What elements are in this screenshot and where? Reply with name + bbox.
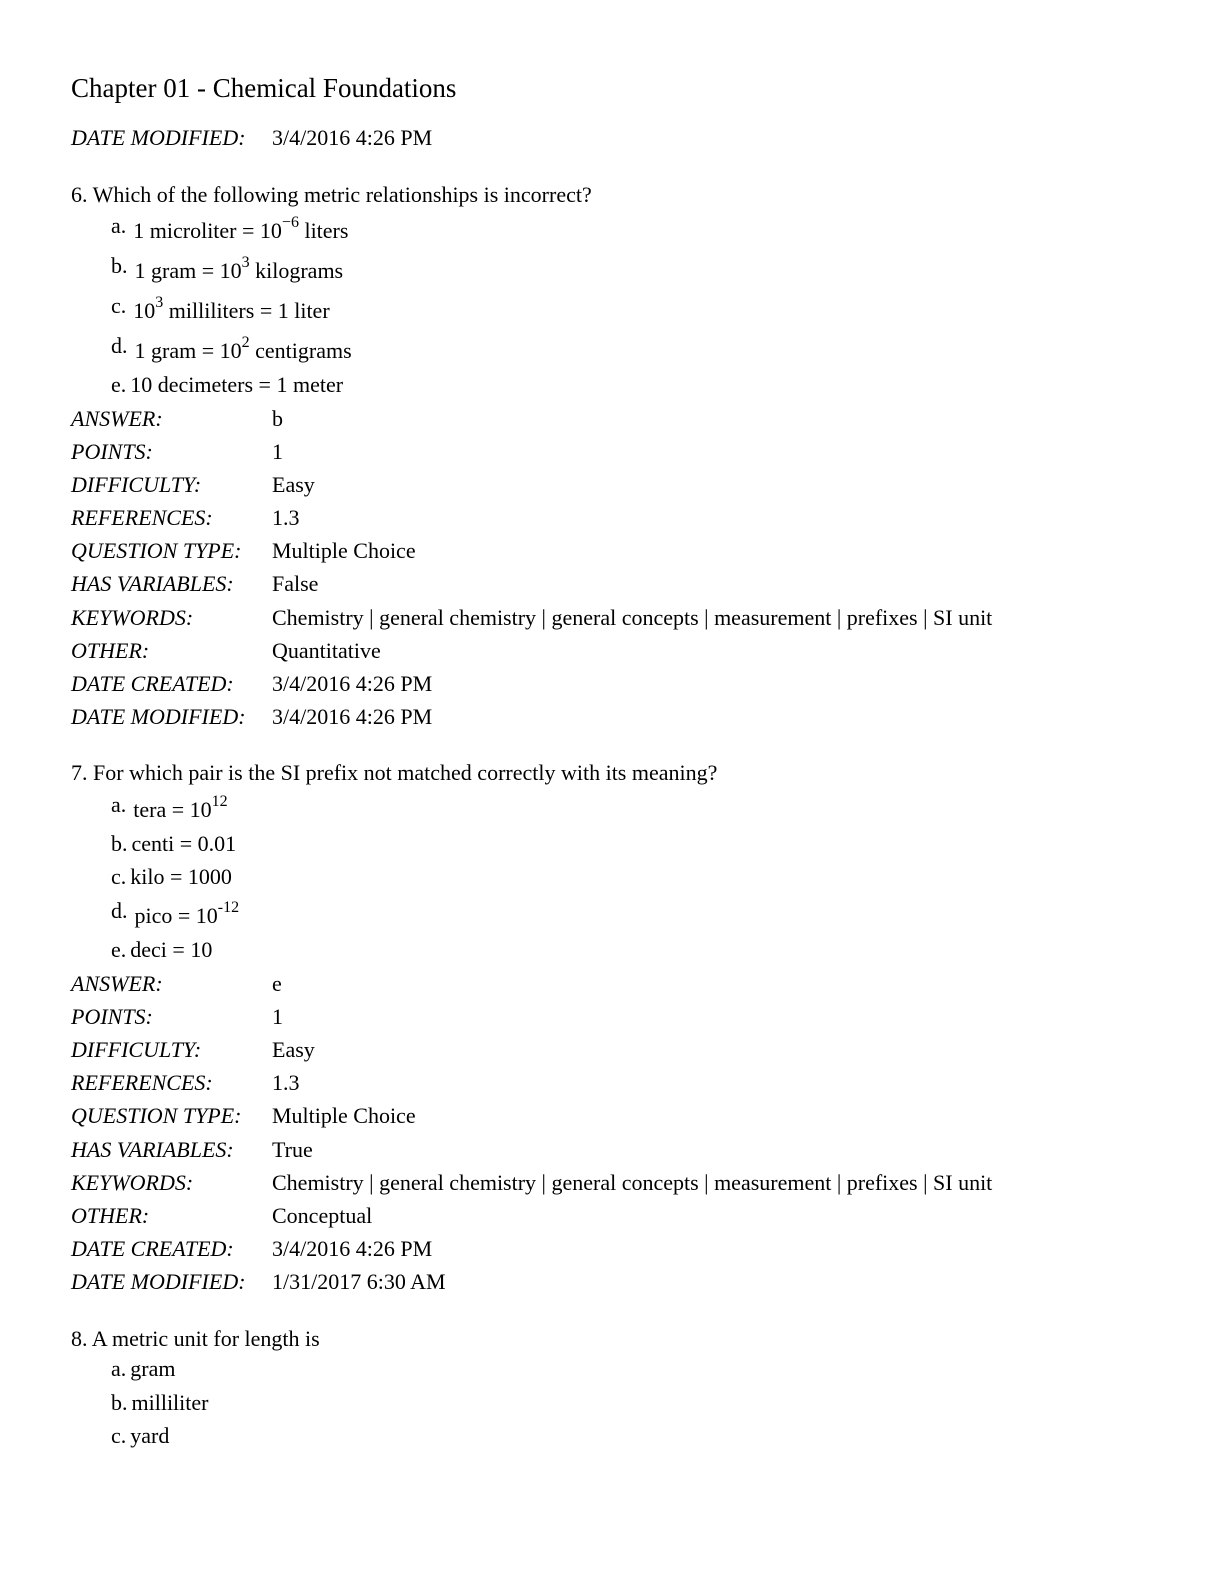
question-6-option-c [111, 293, 330, 324]
question-6-option-a [111, 213, 349, 244]
option-text: deci = 10 [130, 937, 213, 962]
option-letter: d. [111, 333, 128, 358]
q7-references-label: REFERENCES: [71, 1070, 213, 1095]
question-6-option-b [111, 253, 344, 284]
q7-keywords-label: KEYWORDS: [71, 1170, 194, 1195]
q7-question-type-label: QUESTION TYPE: [71, 1103, 242, 1128]
option-letter: c. [111, 864, 127, 889]
q7-answer-label: ANSWER: [71, 971, 163, 996]
question-6-option-d [111, 333, 352, 364]
option-text: yard [130, 1423, 170, 1448]
q6-answer-value: b [272, 406, 283, 431]
question-7-option-b [111, 831, 236, 857]
q6-has-variables-label: HAS VARIABLES: [71, 571, 234, 596]
q7-points-value: 1 [272, 1004, 283, 1029]
option-exponent: 12 [211, 792, 228, 810]
q6-keywords-value: Chemistry | general chemistry | general concepts | measurement | prefixes | SI unit [272, 605, 993, 630]
q6-keywords-label: KEYWORDS: [71, 605, 194, 630]
option-text: 1 microliter = 10 [133, 218, 282, 243]
option-text-tail: kilograms [249, 258, 344, 283]
q7-has-variables-value: True [272, 1137, 313, 1162]
option-exponent: 2 [241, 333, 250, 351]
question-6-stem: 6. Which of the following metric relationships is incorrect? [71, 182, 592, 207]
q7-difficulty-label: DIFFICULTY: [71, 1037, 202, 1062]
q7-references-value: 1.3 [272, 1070, 300, 1095]
option-letter: a. [111, 213, 127, 238]
header-date-modified-label: DATE MODIFIED: [71, 125, 246, 150]
q6-has-variables-value: False [272, 571, 319, 596]
question-7-option-c [111, 864, 232, 890]
q7-date-modified-label: DATE MODIFIED: [71, 1269, 246, 1294]
option-exponent: −6 [281, 213, 299, 231]
option-letter: a. [111, 1356, 127, 1381]
q6-date-created-value: 3/4/2016 4:26 PM [272, 671, 433, 696]
question-8-option-a [111, 1356, 175, 1382]
option-letter: b. [111, 253, 128, 278]
q6-answer-label: ANSWER: [71, 406, 163, 431]
option-text: 10 [133, 298, 156, 323]
q7-has-variables-label: HAS VARIABLES: [71, 1137, 234, 1162]
q7-keywords-value: Chemistry | general chemistry | general concepts | measurement | prefixes | SI unit [272, 1170, 993, 1195]
question-8-option-b [111, 1390, 209, 1416]
option-text: milliliter [131, 1390, 209, 1415]
q6-question-type-value: Multiple Choice [272, 538, 416, 563]
option-letter: e. [111, 937, 127, 962]
option-text: kilo = 1000 [130, 864, 232, 889]
header-date-modified-value: 3/4/2016 4:26 PM [272, 125, 433, 150]
option-text: 1 gram = 10 [134, 338, 242, 363]
option-text: tera = 10 [133, 797, 212, 822]
q6-date-modified-label: DATE MODIFIED: [71, 704, 246, 729]
q6-other-value: Quantitative [272, 638, 381, 663]
q7-answer-value: e [272, 971, 282, 996]
q6-date-created-label: DATE CREATED: [71, 671, 234, 696]
question-7-option-d [111, 898, 240, 929]
question-7-stem: 7. For which pair is the SI prefix not matched correctly with its meaning? [71, 760, 718, 785]
question-8-stem: 8. A metric unit for length is [71, 1326, 320, 1351]
question-7-option-a [111, 792, 228, 823]
q6-references-value: 1.3 [272, 505, 300, 530]
q6-date-modified-value: 3/4/2016 4:26 PM [272, 704, 433, 729]
q7-points-label: POINTS: [71, 1004, 153, 1029]
q7-other-value: Conceptual [272, 1203, 373, 1228]
option-letter: c. [111, 1423, 127, 1448]
question-8-option-c [111, 1423, 169, 1449]
option-text: centi = 0.01 [131, 831, 237, 856]
q6-points-value: 1 [272, 439, 283, 464]
option-letter: c. [111, 293, 127, 318]
option-exponent: 3 [155, 293, 164, 311]
option-text-tail: milliliters = 1 liter [163, 298, 330, 323]
q6-other-label: OTHER: [71, 638, 150, 663]
q7-date-created-label: DATE CREATED: [71, 1236, 234, 1261]
q6-references-label: REFERENCES: [71, 505, 213, 530]
chapter-title: Chapter 01 - Chemical Foundations [71, 73, 457, 103]
option-letter: a. [111, 792, 127, 817]
option-letter: d. [111, 898, 128, 923]
q6-difficulty-value: Easy [272, 472, 315, 497]
option-exponent: -12 [217, 898, 240, 916]
q7-question-type-value: Multiple Choice [272, 1103, 416, 1128]
option-letter: b. [111, 831, 128, 856]
question-6-option-e [111, 372, 343, 398]
option-text: 10 decimeters = 1 meter [130, 372, 344, 397]
question-7-option-e [111, 937, 212, 963]
option-text: gram [130, 1356, 176, 1381]
option-letter: e. [111, 372, 127, 397]
q6-points-label: POINTS: [71, 439, 153, 464]
option-text: pico = 10 [134, 903, 218, 928]
option-text: 1 gram = 10 [134, 258, 242, 283]
q7-other-label: OTHER: [71, 1203, 150, 1228]
option-exponent: 3 [241, 253, 250, 271]
q6-difficulty-label: DIFFICULTY: [71, 472, 202, 497]
option-text-tail: liters [298, 218, 349, 243]
q7-difficulty-value: Easy [272, 1037, 315, 1062]
option-letter: b. [111, 1390, 128, 1415]
q7-date-modified-value: 1/31/2017 6:30 AM [272, 1269, 446, 1294]
q7-date-created-value: 3/4/2016 4:26 PM [272, 1236, 433, 1261]
q6-question-type-label: QUESTION TYPE: [71, 538, 242, 563]
option-text-tail: centigrams [249, 338, 352, 363]
